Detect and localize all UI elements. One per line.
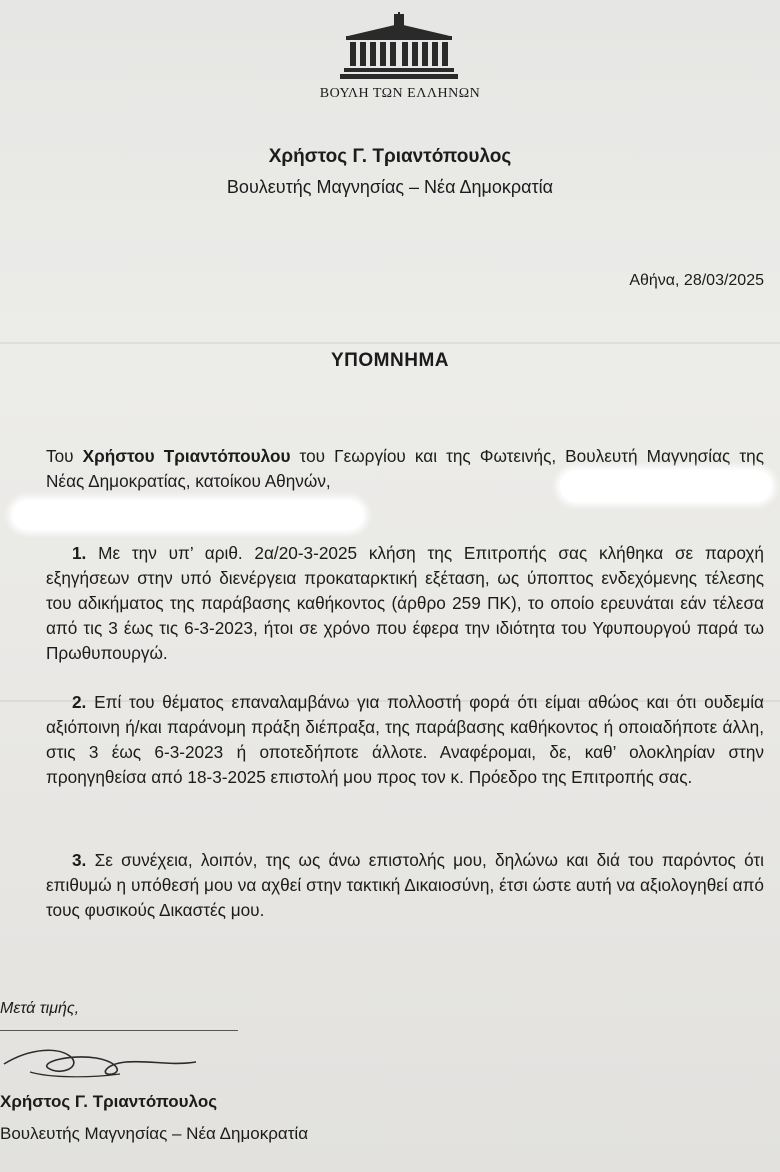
- sender-name: Χρήστος Γ. Τριαντόπουλος: [268, 146, 512, 167]
- signatory-name: Χρήστος Γ. Τριαντόπουλος: [0, 1092, 218, 1111]
- paragraph-number: 1.: [72, 543, 87, 563]
- handwritten-signature: [0, 1028, 260, 1088]
- paragraph-number: 3.: [72, 850, 87, 870]
- paragraph-text: Με την υπ’ αριθ. 2α/20-3-2025 κλήση της Επιτροπής σας κλήθηκα σε παροχή εξηγήσεων στην υπό διενέργεια προκαταρκτική εξέταση, ως ύποπτος ενδεχόμενης τέλεσης του αδικήματος της παράβασης καθήκοντος (άρθρο 259 ΠΚ), το οποίο ερευνάται εάν τέλεσα από τις 3 έως τις 6-3-2023, ήτοι σε χρόνο που έφερα την ιδιότητα του Υφυπουργού παρά τω Πρωθυπουργώ.: [46, 543, 764, 663]
- paragraph-text: Επί του θέματος επαναλαμβάνω για πολλοστή φορά ότι είμαι αθώος και ότι ουδεμία αξιόποινη ή/και παράνομη πράξη διέπραξα, της παράβασης καθήκοντος ή οποιαδήποτε άλλη, στις 3 έως 6-3-2023 ή οποτεδήποτε άλλοτε. Αναφέρομαι, δε, καθ’ ολοκληρίαν στην προηγηθείσα από 18-3-2025 επιστολή μου προς τον κ. Πρόεδρο της Επιτροπής σας.: [46, 692, 764, 787]
- intro-name: Χρήστου Τριαντόπουλου: [82, 446, 291, 466]
- paragraph-1: [46, 541, 764, 666]
- signatory-title: Βουλευτής Μαγνησίας – Νέα Δημοκρατία: [0, 1124, 309, 1143]
- closing-salutation: Μετά τιμής,: [0, 1000, 80, 1017]
- paragraph-3: [46, 848, 764, 923]
- letter-date: Αθήνα, 28/03/2025: [629, 272, 764, 289]
- sender-title: Βουλευτής Μαγνησίας – Νέα Δημοκρατία: [226, 177, 554, 197]
- paragraph-text: Σε συνέχεια, λοιπόν, της ως άνω επιστολής μου, δηλώνω και διά του παρόντος ότι επιθυμώ η υπόθεσή μου να αχθεί στην τακτική Δικαιοσύνη, έτσι ώστε αυτή να αξιολογηθεί από τους φυσικούς Δικαστές μου.: [46, 850, 764, 920]
- intro-prefix: Του: [46, 446, 83, 466]
- redaction-mark: [560, 470, 772, 502]
- intro-rest: του Γεωργίου και της Φωτεινής, Βουλευτή Μαγνησίας της Νέας Δημοκρατίας, κατοίκου Αθηνών,: [46, 446, 764, 491]
- parliament-building-logo: [340, 12, 458, 80]
- paper-fold: [0, 342, 780, 344]
- institution-name: ΒΟΥΛΗ ΤΩΝ ΕΛΛΗΝΩΝ: [319, 86, 481, 101]
- paragraph-2: [46, 690, 764, 790]
- document-heading: ΥΠΟΜΝΗΜΑ: [331, 350, 449, 371]
- redaction-mark: [12, 500, 364, 530]
- paragraph-number: 2.: [72, 692, 87, 712]
